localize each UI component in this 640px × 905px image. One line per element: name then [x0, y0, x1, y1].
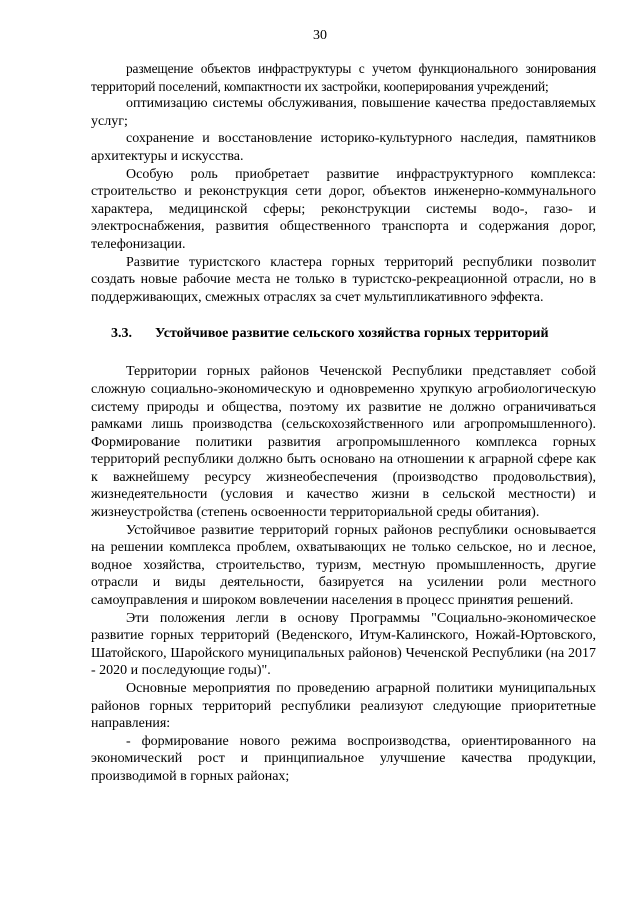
section-title: Устойчивое развитие сельского хозяйства горных территорий: [155, 326, 549, 342]
paragraph-infrastructure-complex: Особую роль приобретает развитие инфраструктурного комплекса: строительство и реконструкция сети дорог, объектов инженерно-коммунального характера, медицинской сферы; реконструкции системы водо-, газо- и электроснабжения, развития общественного транспорта и содержания дорог, телефонизации.: [91, 166, 596, 252]
paragraph-infrastructure-placement: размещение объектов инфраструктуры с учетом функционального зонирования территорий поселений, компактности их застройки, кооперирования учреждений;: [91, 61, 596, 94]
list-item-reproduction-regime: - формирование нового режима воспроизводства, ориентированного на экономический рост и принципиальное улучшение качества продукции, производимой в горных районах;: [91, 733, 596, 784]
section-number: 3.3.: [111, 326, 132, 342]
paragraph-main-measures: Основные мероприятия по проведению аграрной политики муниципальных районов горных территорий республики реализуют следующие приоритетные направления:: [91, 681, 596, 732]
paragraph-mountain-territories: Территории горных районов Чеченской Республики представляет собой сложную социально-экономическую и одновременно хрупкую агробиологическую систему природы и общества, поэтому их развитие не должно ограничиваться рамками лишь производства (сельскохозяйственного или агропромышленного). Формирование политики развития агропромышленного комплекса горных территорий республики должно быть основано на отношении к аграрной сфере как к важнейшему ресурсу жизнеобеспечения (производство продовольствия), жизнедеятельности (условия и качество жизни в сельской местности) и жизнеустройства (степень освоенности территориальной среды обитания).: [91, 364, 596, 521]
paragraph-sustainable-development: Устойчивое развитие территорий горных районов республики основывается на решении комплекса проблем, охватывающих не только сельское, но и лесное, водное хозяйства, строительство, туризм, местную промышленность, другие отрасли и виды деятельности, базируется на усилении роли местного самоуправления и широком вовлечении населения в процесс принятия решений.: [91, 522, 596, 609]
paragraph-service-optimization: оптимизацию системы обслуживания, повышение качества предоставляемых услуг;: [91, 96, 596, 129]
page-content: [91, 60, 596, 786]
paragraph-program-basis: Эти положения легли в основу Программы "Социально-экономическое развитие горных территорий (Веденского, Итум-Калинского, Ножай-Юртовского, Шатойского, Шаройского муниципальных районов) Чеченской Республики (на 2017 - 2020 и последующие годы)".: [91, 610, 596, 679]
section-heading: [91, 325, 596, 343]
paragraph-heritage-preservation: сохранение и восстановление историко-культурного наследия, памятников архитектуры и искусства.: [91, 131, 596, 164]
page-number: 30: [313, 28, 327, 43]
paragraph-tourism-cluster: Развитие туристского кластера горных территорий республики позволит создать новые рабочие места не только в туристско-рекреационной отрасли, но в поддерживающих, смежных отраслях за счет мультипликативного эффекта.: [91, 254, 596, 305]
